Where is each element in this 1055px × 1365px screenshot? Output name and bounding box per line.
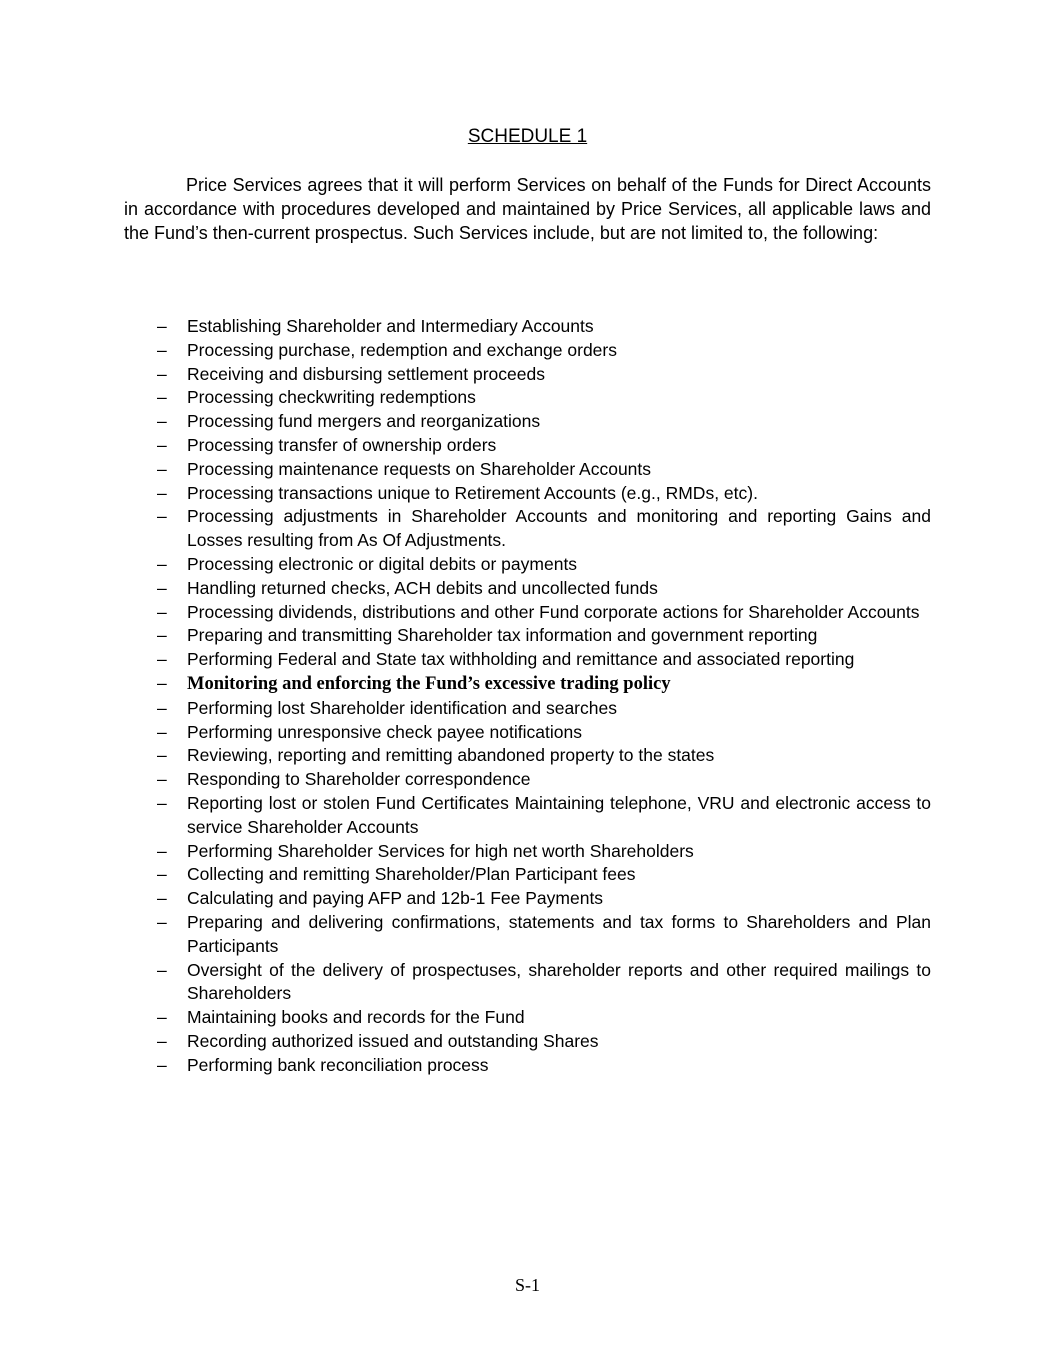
- service-item-text: Processing fund mergers and reorganizations: [187, 411, 541, 432]
- bullet-dash: –: [157, 553, 167, 574]
- bullet-dash: –: [157, 387, 167, 408]
- service-list-item: [0, 482, 931, 506]
- bullet-dash: –: [157, 745, 167, 766]
- bullet-dash: –: [157, 577, 167, 598]
- service-list-item: [0, 434, 931, 458]
- service-list-item: [0, 959, 931, 1007]
- service-item-text: Performing unresponsive check payee notifications: [187, 721, 582, 742]
- service-item-text: Processing purchase, redemption and exchange orders: [187, 339, 617, 360]
- service-item-text: Calculating and paying AFP and 12b-1 Fee Payments: [187, 888, 604, 909]
- service-list-item: [0, 911, 931, 959]
- service-list-item: [0, 624, 931, 648]
- service-list-item: [0, 721, 931, 745]
- service-list-item: [0, 792, 931, 840]
- service-list-item: [0, 339, 931, 363]
- bullet-dash: –: [157, 840, 167, 861]
- bullet-dash: –: [157, 458, 167, 479]
- service-item-text: Performing lost Shareholder identification and searches: [187, 697, 617, 718]
- service-item-text: Processing transactions unique to Retirement Accounts (e.g., RMDs, etc).: [187, 482, 758, 503]
- service-item-text: Processing maintenance requests on Shareholder Accounts: [187, 458, 652, 479]
- service-list-item: [0, 744, 931, 768]
- service-item-text: Oversight of the delivery of prospectuses, shareholder reports and other required mailings to Shareholders: [187, 959, 931, 1004]
- service-item-text: Processing electronic or digital debits or payments: [187, 553, 578, 574]
- service-list-item: [0, 648, 931, 672]
- intro-paragraph: Price Services agrees that it will perform Services on behalf of the Funds for Direct Accounts in accordance with procedures developed and maintained by Price Services, all applicable laws and the Fund’s then-current prospectus. Such Services include, but are not limited to, the following:: [124, 175, 931, 243]
- service-list-item: [0, 410, 931, 434]
- service-item-text: Recording authorized issued and outstanding Shares: [187, 1030, 599, 1051]
- service-list-item: [0, 887, 931, 911]
- service-item-text: Performing Federal and State tax withholding and remittance and associated reporting: [187, 649, 855, 670]
- bullet-dash: –: [157, 697, 167, 718]
- service-item-text: Receiving and disbursing settlement proceeds: [187, 363, 545, 384]
- bullet-dash: –: [157, 482, 167, 503]
- bullet-dash: –: [157, 506, 167, 527]
- service-item-text: Processing dividends, distributions and other Fund corporate actions for Shareholder Accounts: [187, 601, 920, 622]
- bullet-dash: –: [157, 316, 167, 336]
- service-item-text: Processing transfer of ownership orders: [187, 434, 497, 455]
- service-list-item: [0, 363, 931, 387]
- service-item-text: Performing bank reconciliation process: [187, 1054, 489, 1075]
- bullet-dash: –: [157, 339, 167, 360]
- service-item-text: Collecting and remitting Shareholder/Plan Participant fees: [187, 864, 636, 885]
- service-item-text: Handling returned checks, ACH debits and uncollected funds: [187, 577, 658, 598]
- bullet-dash: –: [157, 601, 167, 622]
- service-item-text: Preparing and delivering confirmations, statements and tax forms to Shareholders and Plan Participants: [187, 911, 931, 956]
- service-item-text: Reporting lost or stolen Fund Certificates Maintaining telephone, VRU and electronic access to service Shareholder Accounts: [187, 792, 931, 837]
- bullet-dash: –: [157, 888, 167, 909]
- bullet-dash: –: [157, 1007, 167, 1028]
- service-list-item: [0, 672, 931, 697]
- service-item-text: Reviewing, reporting and remitting abandoned property to the states: [187, 745, 715, 766]
- page-number: S-1: [514, 1275, 540, 1295]
- service-list-item: [0, 863, 931, 887]
- service-list-item: [0, 768, 931, 792]
- service-list-item: [0, 553, 931, 577]
- service-list-item: [0, 697, 931, 721]
- bullet-dash: –: [157, 959, 167, 980]
- bullet-dash: –: [157, 792, 167, 813]
- bullet-dash: –: [157, 769, 167, 790]
- bullet-dash: –: [157, 1030, 167, 1051]
- service-list-item: [0, 1054, 931, 1078]
- bullet-dash: –: [157, 411, 167, 432]
- service-list-item: [0, 458, 931, 482]
- service-list-item: [0, 1030, 931, 1054]
- bullet-dash: –: [157, 649, 167, 670]
- service-list-item: [0, 505, 931, 553]
- service-item-text: Monitoring and enforcing the Fund’s excessive trading policy: [187, 673, 671, 694]
- bullet-dash: –: [157, 911, 167, 932]
- service-item-text: Performing Shareholder Services for high net worth Shareholders: [187, 840, 694, 861]
- bullet-dash: –: [157, 625, 167, 646]
- bullet-dash: –: [157, 864, 167, 885]
- service-list-item: [0, 840, 931, 864]
- bullet-dash: –: [157, 721, 167, 742]
- services-list: [0, 315, 1055, 1078]
- bullet-dash: –: [157, 363, 167, 384]
- service-item-text: Establishing Shareholder and Intermediary Accounts: [187, 316, 594, 336]
- schedule-title: SCHEDULE 1: [467, 126, 588, 147]
- service-list-item: [0, 386, 931, 410]
- service-list-item: [0, 1006, 931, 1030]
- service-item-text: Preparing and transmitting Shareholder tax information and government reporting: [187, 625, 818, 646]
- service-list-item: [0, 315, 931, 339]
- service-item-text: Processing adjustments in Shareholder Accounts and monitoring and reporting Gains and Losses resulting from As Of Adjustments.: [187, 506, 931, 551]
- bullet-dash: –: [157, 434, 167, 455]
- service-item-text: Processing checkwriting redemptions: [187, 387, 476, 408]
- service-list-item: [0, 601, 931, 625]
- bullet-dash: –: [157, 1054, 167, 1075]
- bullet-dash: –: [157, 672, 167, 693]
- service-list-item: [0, 577, 931, 601]
- service-item-text: Maintaining books and records for the Fund: [187, 1007, 525, 1028]
- service-item-text: Responding to Shareholder correspondence: [187, 769, 531, 790]
